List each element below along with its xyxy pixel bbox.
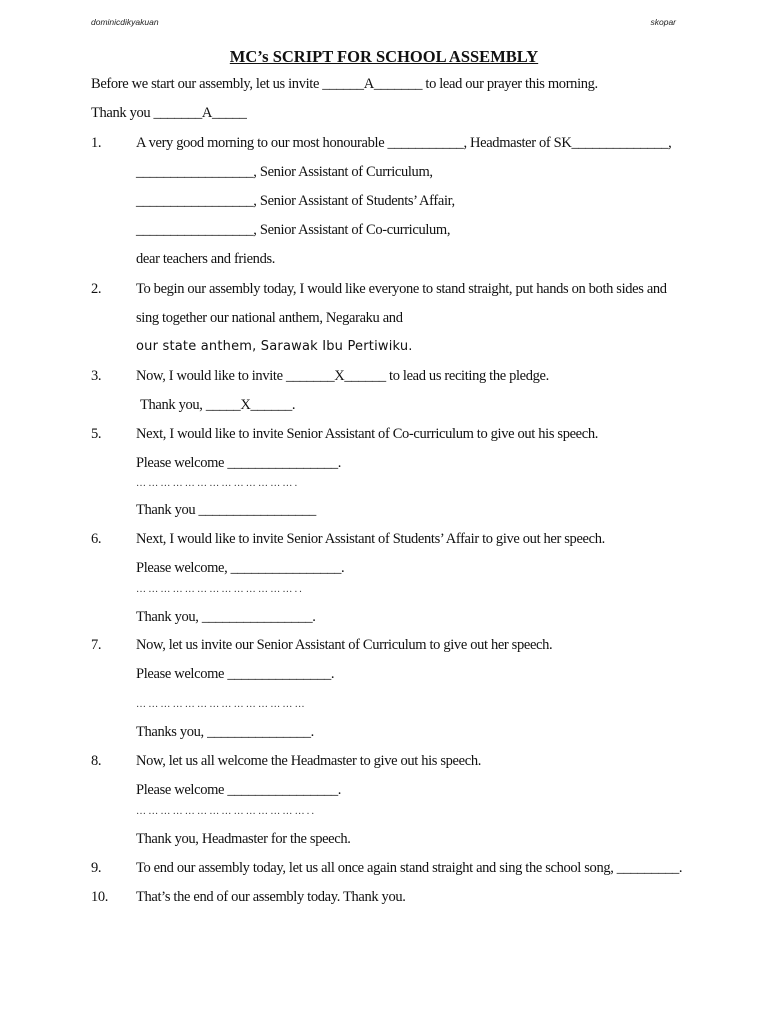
item-line: Thank you _________________ <box>136 502 316 518</box>
item-line: Thanks you, _______________. <box>136 724 314 740</box>
dotted-line: ………………………………….. <box>136 584 304 595</box>
item-line: our state anthem, Sarawak Ibu Pertiwiku. <box>136 339 413 354</box>
intro-line: Before we start our assembly, let us invite ______A_______ to lead our prayer this morning. <box>91 76 598 92</box>
item-number: 6. <box>91 531 102 547</box>
intro-line: Thank you _______A_____ <box>91 105 247 121</box>
item-line: Now, I would like to invite _______X______ to lead us reciting the pledge. <box>136 368 549 384</box>
dotted-line: …………………………………. <box>136 478 300 489</box>
dotted-line: …………………………………….. <box>136 806 317 817</box>
item-line: Next, I would like to invite Senior Assistant of Students’ Affair to give out her speech. <box>136 531 605 547</box>
item-line: sing together our national anthem, Negaraku and <box>136 310 403 326</box>
item-number: 2. <box>91 281 102 297</box>
item-line: To begin our assembly today, I would like everyone to stand straight, put hands on both sides and <box>136 281 667 297</box>
item-line: A very good morning to our most honourable ___________, Headmaster of SK______________, <box>136 135 672 151</box>
item-number: 9. <box>91 860 102 876</box>
item-line: Please welcome ________________. <box>136 455 342 471</box>
dotted-line: …………………………………… <box>136 699 307 710</box>
item-line: _________________, Senior Assistant of Co-curriculum, <box>136 222 451 238</box>
item-line: Thank you, ________________. <box>136 609 316 625</box>
item-line: Thank you, Headmaster for the speech. <box>136 831 351 847</box>
item-number: 3. <box>91 368 102 384</box>
item-line: Please welcome, ________________. <box>136 560 345 576</box>
item-line: That’s the end of our assembly today. Thank you. <box>136 889 406 905</box>
item-line: _________________, Senior Assistant of Students’ Affair, <box>136 193 455 209</box>
item-number: 8. <box>91 753 102 769</box>
item-line: Now, let us all welcome the Headmaster to give out his speech. <box>136 753 481 769</box>
item-number: 1. <box>91 135 102 151</box>
header-right-text: skopar <box>650 17 676 27</box>
document-title: MC’s SCRIPT FOR SCHOOL ASSEMBLY <box>229 47 539 66</box>
item-line: Please welcome _______________. <box>136 666 335 682</box>
item-number: 7. <box>91 637 102 653</box>
item-line: Thank you, _____X______. <box>140 397 296 413</box>
item-line: _________________, Senior Assistant of Curriculum, <box>136 164 433 180</box>
item-line: Now, let us invite our Senior Assistant of Curriculum to give out her speech. <box>136 637 553 653</box>
item-line: dear teachers and friends. <box>136 251 276 267</box>
item-line: To end our assembly today, let us all once again stand straight and sing the school song, _________. <box>136 860 683 876</box>
item-line: Next, I would like to invite Senior Assistant of Co-curriculum to give out his speech. <box>136 426 599 442</box>
item-line: Please welcome ________________. <box>136 782 342 798</box>
header-left-text: dominicdikyakuan <box>91 17 159 27</box>
item-number: 10. <box>91 889 109 905</box>
item-number: 5. <box>91 426 102 442</box>
